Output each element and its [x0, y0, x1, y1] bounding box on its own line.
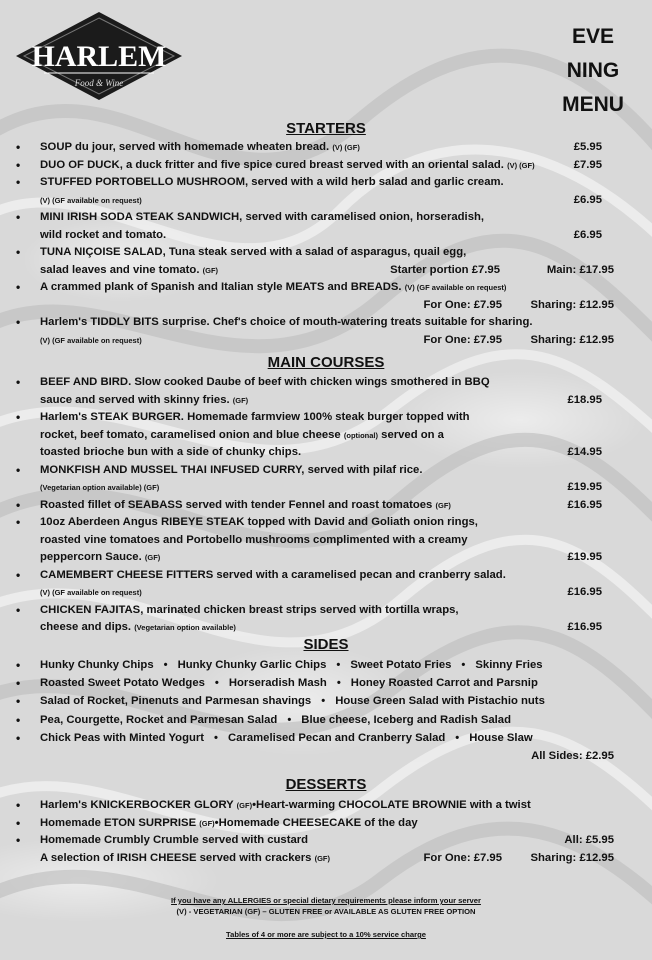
portion-price: Starter portion £7.95: [390, 263, 500, 276]
dessert-price: Sharing: £12.95: [530, 851, 614, 864]
dietary-note: (GF): [199, 818, 215, 828]
item-price: £5.95: [573, 141, 602, 153]
dietary-note: (GF): [202, 265, 219, 275]
menu-title: EVE NING MENU: [562, 25, 624, 116]
bullet-icon: •: [16, 730, 21, 745]
bullet-icon: •: [16, 280, 21, 294]
bullet-icon: •: [16, 658, 21, 672]
separator-dot-icon: •: [455, 731, 460, 744]
separator-dot-icon: •: [287, 713, 292, 726]
dietary-note: (GF): [144, 553, 161, 562]
bullet-icon: •: [16, 210, 21, 224]
menu-row: [0, 191, 652, 209]
bullet-icon: •: [16, 497, 21, 512]
side-item: Skinny Fries: [475, 659, 543, 671]
dietary-note: (GF): [232, 395, 249, 405]
separator-dot-icon: •: [214, 816, 219, 829]
menu-row: [0, 226, 652, 244]
item-text: [40, 191, 142, 210]
item-description: TUNA NIÇOISE SALAD, Tuna steak served with a salad of asparagus, quail egg,: [40, 246, 467, 258]
menu-row: [0, 208, 652, 226]
dessert-row: [0, 814, 652, 832]
item-description-cont: served on a: [381, 428, 444, 441]
side-item: Blue cheese, Iceberg and Radish Salad: [301, 713, 511, 726]
item-price: £6.95: [573, 228, 602, 241]
side-item: Chick Peas with Minted Yogurt: [40, 731, 205, 744]
sides-heading: SIDES: [303, 636, 349, 653]
bullet-icon: •: [16, 798, 21, 812]
separator-dot-icon: •: [252, 799, 257, 811]
item-price: Sharing: £12.95: [530, 298, 614, 311]
dietary-legend: (V) - VEGETARIAN (GF) – GLUTEN FREE or AVAILABLE AS GLUTEN FREE OPTION: [176, 907, 476, 916]
bullet-icon: •: [16, 375, 21, 389]
dietary-note: (V) (GF available on request): [40, 335, 142, 345]
item-text: [40, 443, 301, 461]
sides-row: [0, 692, 652, 710]
item-description: rocket, beef tomato, caramelised onion and blue cheese: [40, 428, 341, 441]
dietary-note: (GF): [435, 500, 451, 510]
menu-row: [0, 373, 652, 391]
sides-row: [0, 674, 652, 692]
side-item: Sweet Potato Fries: [350, 659, 452, 671]
harlem-logo: [14, 10, 184, 102]
portion-price: For One: £7.95: [423, 333, 502, 346]
item-description: wild rocket and tomato.: [40, 228, 167, 241]
menu-row: [0, 443, 652, 461]
dietary-note: (GF): [314, 853, 330, 863]
sides-items: [40, 729, 533, 747]
item-text: [40, 426, 444, 445]
item-description: salad leaves and vine tomato.: [40, 263, 200, 276]
sides-row: [0, 729, 652, 747]
dessert-row: [0, 849, 652, 867]
sides-row: [0, 711, 652, 729]
item-price: £7.95: [573, 158, 602, 171]
item-text: [40, 391, 248, 410]
item-description: toasted brioche bun with a side of chunky chips.: [40, 446, 302, 458]
item-description: Roasted fillet of SEABASS served with tender Fennel and roast tomatoes: [40, 498, 433, 511]
menu-row: [0, 601, 652, 619]
bullet-icon: •: [16, 410, 21, 424]
bullet-icon: •: [16, 567, 21, 582]
bullet-icon: •: [16, 676, 21, 691]
portion-price: For One: £7.95: [423, 851, 502, 864]
item-text: [40, 531, 468, 549]
menu-row: [0, 391, 652, 409]
item-text: [40, 513, 478, 531]
item-description: cheese and dips.: [40, 621, 132, 633]
item-text: [40, 313, 533, 331]
allergy-notice: If you have any ALLERGIES or special dietary requirements please inform your server: [171, 896, 481, 905]
menu-row: [0, 313, 652, 331]
item-description: Harlem's TIDDLY BITS surprise. Chef's choice of mouth-watering treats suitable for sharing.: [40, 316, 533, 328]
menu-row: [0, 296, 652, 314]
menu-row: [0, 426, 652, 444]
item-price: £14.95: [567, 446, 602, 458]
menu-row: [0, 496, 652, 514]
item-description: SOUP du jour, served with homemade wheaten bread.: [40, 141, 330, 153]
separator-dot-icon: •: [461, 659, 466, 671]
dietary-note: (Vegetarian option available): [134, 623, 236, 632]
main-courses-heading: MAIN COURSES: [267, 354, 385, 371]
menu-row: [0, 461, 652, 479]
item-text: [40, 373, 490, 391]
item-text: [40, 138, 360, 157]
menu-row: [0, 243, 652, 261]
bullet-icon: •: [16, 712, 21, 727]
menu-row: [0, 331, 652, 349]
item-text: [40, 601, 459, 619]
item-text: [40, 331, 142, 350]
item-description: CAMEMBERT CHEESE FITTERS served with a caramelised pecan and cranberry salad.: [40, 568, 506, 581]
item-description: MONKFISH AND MUSSEL THAI INFUSED CURRY, served with pilaf rice.: [40, 463, 423, 476]
portion-price: For One: £7.95: [423, 298, 502, 311]
menu-row: [0, 478, 652, 496]
dietary-note: (Vegetarian option available) (GF): [40, 483, 160, 492]
item-text: [40, 278, 506, 297]
item-description: sauce and served with skinny fries.: [40, 393, 230, 406]
separator-dot-icon: •: [336, 677, 341, 690]
item-text: [40, 156, 535, 175]
item-price: £16.95: [567, 586, 602, 598]
dessert-item: Homemade Crumbly Crumble served with custard: [40, 834, 309, 846]
bullet-icon: •: [16, 140, 21, 154]
item-price: £16.95: [567, 621, 602, 633]
menu-row: [0, 583, 652, 601]
bullet-icon: •: [16, 833, 21, 847]
service-charge-notice: Tables of 4 or more are subject to a 10% service charge: [226, 930, 426, 939]
item-description: 10oz Aberdeen Angus RIBEYE STEAK topped with David and Goliath onion rings,: [40, 516, 478, 528]
item-description: roasted vine tomatoes and Portobello mushrooms complimented with a creamy: [40, 533, 468, 546]
item-price: £6.95: [573, 193, 602, 206]
item-description: STUFFED PORTOBELLO MUSHROOM, served with a wild herb salad and garlic cream.: [40, 176, 504, 188]
menu-row: [0, 513, 652, 531]
item-description: DUO OF DUCK, a duck fritter and five spice cured breast served with an oriental salad.: [40, 158, 504, 171]
desserts-heading: DESSERTS: [285, 776, 367, 793]
dietary-note: (V) (GF): [507, 160, 535, 170]
bullet-icon: •: [16, 462, 21, 477]
dessert-text: [40, 796, 531, 815]
item-text: [40, 478, 159, 497]
item-text: [40, 226, 166, 244]
dessert-item-2: Homemade CHEESECAKE of the day: [218, 816, 418, 829]
item-description: A crammed plank of Spanish and Italian style MEATS and BREADS.: [40, 281, 402, 293]
item-price: £19.95: [567, 481, 602, 493]
bullet-icon: •: [16, 157, 21, 172]
dessert-item: Harlem's KNICKERBOCKER GLORY: [40, 799, 234, 811]
side-item: Hunky Chunky Chips: [40, 659, 154, 671]
separator-dot-icon: •: [336, 659, 341, 671]
item-price: £16.95: [567, 498, 602, 511]
item-price: £19.95: [567, 551, 602, 563]
menu-row: [0, 531, 652, 549]
side-item: Roasted Sweet Potato Wedges: [40, 677, 205, 690]
side-item: Honey Roasted Carrot and Parsnip: [350, 677, 538, 690]
logo-brand-name: HARLEM: [31, 40, 167, 73]
bullet-icon: •: [16, 175, 21, 189]
dietary-note: (V) (GF available on request): [40, 588, 142, 597]
dietary-note: (optional): [343, 430, 379, 440]
bullet-icon: •: [16, 602, 21, 617]
item-price: Main: £17.95: [546, 263, 614, 276]
item-text: [40, 618, 236, 637]
item-description: CHICKEN FAJITAS, marinated chicken breast strips served with tortilla wraps,: [40, 603, 459, 616]
dietary-note: (V) (GF available on request): [40, 195, 142, 205]
menu-row: [0, 278, 652, 296]
menu-row: [0, 261, 652, 279]
dietary-note: (GF): [236, 801, 253, 810]
item-text: [40, 461, 422, 479]
item-text: [40, 548, 160, 567]
item-text: [40, 566, 506, 584]
item-description: BEEF AND BIRD. Slow cooked Daube of beef with chicken wings smothered in BBQ: [40, 376, 490, 388]
menu-row: [0, 156, 652, 174]
item-text: [40, 243, 466, 261]
item-price: Sharing: £12.95: [530, 333, 614, 346]
dessert-item: Homemade ETON SURPRISE: [40, 816, 197, 829]
side-item: Pea, Courgette, Rocket and Parmesan Salad: [40, 713, 278, 726]
item-price: £18.95: [567, 393, 602, 406]
separator-dot-icon: •: [214, 731, 219, 744]
side-item: House Green Salad with Pistachio nuts: [335, 695, 545, 708]
dessert-text: [40, 831, 308, 849]
dessert-text: [40, 814, 418, 833]
menu-row: [0, 408, 652, 426]
bullet-icon: •: [16, 694, 21, 709]
item-text: [40, 261, 218, 280]
menu-row: [0, 618, 652, 636]
side-item: Hunky Chunky Garlic Chips: [177, 659, 327, 671]
menu-row: [0, 173, 652, 191]
bullet-icon: •: [16, 315, 21, 329]
item-description: MINI IRISH SODA STEAK SANDWICH, served with caramelised onion, horseradish,: [40, 211, 485, 223]
item-description: peppercorn Sauce.: [40, 551, 142, 563]
item-text: [40, 208, 484, 226]
sides-items: [40, 674, 538, 692]
sides-items: [40, 656, 543, 674]
side-item: Horseradish Mash: [228, 677, 327, 690]
starters-heading: STARTERS: [286, 120, 366, 137]
dietary-note: (V) (GF available on request): [404, 283, 507, 292]
dessert-row: [0, 831, 652, 849]
side-item: Caramelised Pecan and Cranberry Salad: [228, 731, 446, 744]
sides-price: All Sides: £2.95: [531, 750, 614, 762]
item-text: [40, 583, 142, 602]
dessert-item-2: Heart-warming CHOCOLATE BROWNIE with a twist: [256, 799, 531, 811]
menu-row: [0, 566, 652, 584]
dietary-note: (V) (GF): [332, 143, 360, 152]
sides-items: [40, 692, 545, 710]
dessert-row: [0, 796, 652, 814]
side-item: House Slaw: [469, 731, 533, 744]
sides-row: [0, 656, 652, 674]
dessert-price: All: £5.95: [564, 834, 614, 846]
bullet-icon: •: [16, 815, 21, 830]
separator-dot-icon: •: [321, 695, 326, 708]
dessert-text: [40, 849, 330, 868]
separator-dot-icon: •: [163, 659, 168, 671]
sides-price-row: [0, 747, 652, 765]
item-text: [40, 408, 470, 426]
bullet-icon: •: [16, 245, 21, 259]
logo-subtitle: Food & Wine: [74, 78, 124, 88]
sides-items: [40, 711, 511, 729]
menu-row: [0, 548, 652, 566]
menu-row: [0, 138, 652, 156]
dessert-item: A selection of IRISH CHEESE served with crackers: [40, 851, 312, 864]
item-description: Harlem's STEAK BURGER. Homemade farmview 100% steak burger topped with: [40, 411, 470, 423]
bullet-icon: •: [16, 515, 21, 529]
separator-dot-icon: •: [214, 677, 219, 690]
item-text: [40, 496, 451, 515]
item-text: [40, 173, 504, 191]
side-item: Salad of Rocket, Pinenuts and Parmesan shavings: [40, 695, 312, 708]
